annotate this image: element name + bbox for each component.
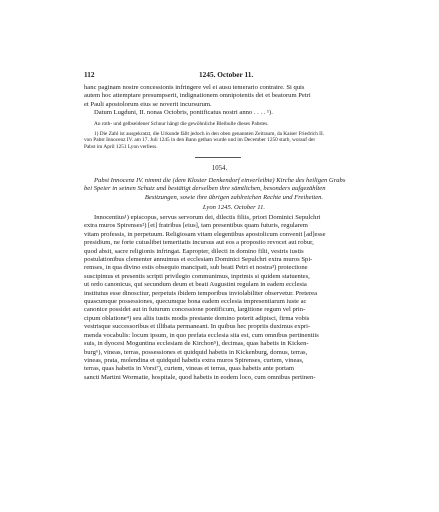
- text-line: hanc paginam nostre concessionis infringere vel ei ausu temerario contraire. Si quis: [84, 84, 305, 91]
- body-line: institutus esse dinoscitur, perpetuis ibidem temporibus inviolabiliter observetur. Preterea: [84, 289, 318, 297]
- place-date: Lyon 1245. October 11.: [202, 204, 266, 212]
- body-line: terras, quas habetis in Vorst⁷), curtem, vineas et terras, quas habetis ante portam: [84, 365, 295, 373]
- body-line: vineas, prata, molendina et quidquid habetis extra muros Spirenses, curtem, vineas,: [84, 356, 304, 364]
- footnote-line: Pabst im April 1251 Lyon verliess.: [84, 143, 158, 150]
- summary: [84, 177, 384, 213]
- footnote-line: von Pabst Innocenz IV. am 17. Juli 1245 in den Bann gethan wurde und im December 1250 starb, worauf der: [84, 137, 316, 144]
- body-line: vitam professis, in perpetuum. Religiosam vitam elegentibus apostolicum convenit [ad]esse: [84, 230, 326, 238]
- footnotes-top: [84, 121, 384, 150]
- dating-line: Datum Lugduni, II. nonas Octobris, pontificatus nostri anno . . . . ¹).: [94, 109, 273, 117]
- charter-body: [84, 214, 384, 382]
- page-number: 112: [84, 70, 95, 79]
- body-line: Innocentius¹) episcopus, servus servorum dei, dilectis filiis, priori Dominici Sepulchri: [94, 214, 321, 221]
- seal-note: An roth- und gelbseidener Schnur hängt die gewöhnliche Bleibulle dieses Pabstes.: [94, 121, 269, 127]
- summary-line: Pabst Innocenz IV. nimmt die (dem Kloster Denkendorf einverleibte) Kirche des heiligen Grabs: [94, 177, 346, 184]
- summary-line: bei Speier in seinen Schutz und bestätigt derselben ihre sämtlichen, besonders aufgezählten: [84, 185, 326, 193]
- body-line: quascumque possessiones, quecumque bona eadem ecclesia impresentiarum iuste ac: [84, 298, 307, 306]
- running-title: 1245. October 11.: [199, 70, 254, 79]
- separator-rule: [195, 157, 241, 158]
- summary-line: Besitzungen, sowie ihre übrigen zahlreichen Rechte und Freiheiten.: [144, 193, 324, 201]
- footnote-line: 1) Die Zahl ist ausgekratzt, die Urkunde fällt jedoch in den oben genannten Zeitraum, da Kaiser Friedrich II.: [94, 130, 325, 137]
- body-line: extra muros Spirenses²) [et] fratribus [eius], tam presentibus quam futuris, regularem: [84, 222, 308, 230]
- text-line: et Pauli apostolorum eius se noverit incursurum.: [84, 100, 212, 108]
- body-line: presidium, ne forte cuiuslibet temeritatis incursus aut eos a proposito revocet aut robur,: [84, 239, 314, 247]
- body-line: ut ordo canonicus, qui secundum deum et beati Augustini regulam in eadem ecclesia: [84, 281, 307, 289]
- body-line: vestrisque successoribus et illibata permaneant. In quibus hec propriis duximus expri-: [84, 323, 311, 331]
- body-line: suis, in dyocesi Moguntina ecclesiam de Kirchon⁵), decimas, quas habetis in Kicken-: [84, 340, 309, 348]
- document-number: 1054.: [211, 165, 228, 172]
- body-line: canonice possidet aut in futurum concessione pontificum, largitione regum vel prin-: [84, 306, 306, 314]
- body-line: quod absit, sacre religionis infringat. Eapropter, dilecti in domino filii, vestris iustis: [84, 247, 304, 255]
- body-line: postulationibus clementer annuimus et ecclesiam Dominici Sepulchri extra muros Spi-: [84, 256, 313, 264]
- body-line: burg⁶), vineas, terras, possessiones et quidquid habetis in Kickenburg, domus, terras,: [84, 348, 308, 356]
- body-line: menda vocabulis: locum ipsum, in quo prefata ecclesia sita est, cum omnibus pertinentiis: [84, 331, 319, 339]
- body-line: remses, in qua divino estis obsequio mancipati, sub beati Petri et nostra³) protectione: [84, 264, 308, 272]
- body-line: sancti Martini Wormatie, hospitale, quod habetis in eodem loco, cum omnibus pertinen-: [84, 373, 316, 381]
- body-line: cipum oblatione⁴) seu aliis iustis modis prestante domino poterit adipisci, firma vobis: [84, 314, 310, 322]
- text-line: autem hoc attemptare presumpserit, indignationem omnipotentis dei et beatorum Petri: [84, 92, 311, 100]
- body-line: suscipimus et presentis scripti privilegio communimus, inprimis si quidem statuentes,: [84, 272, 310, 280]
- intro-text: [84, 84, 384, 118]
